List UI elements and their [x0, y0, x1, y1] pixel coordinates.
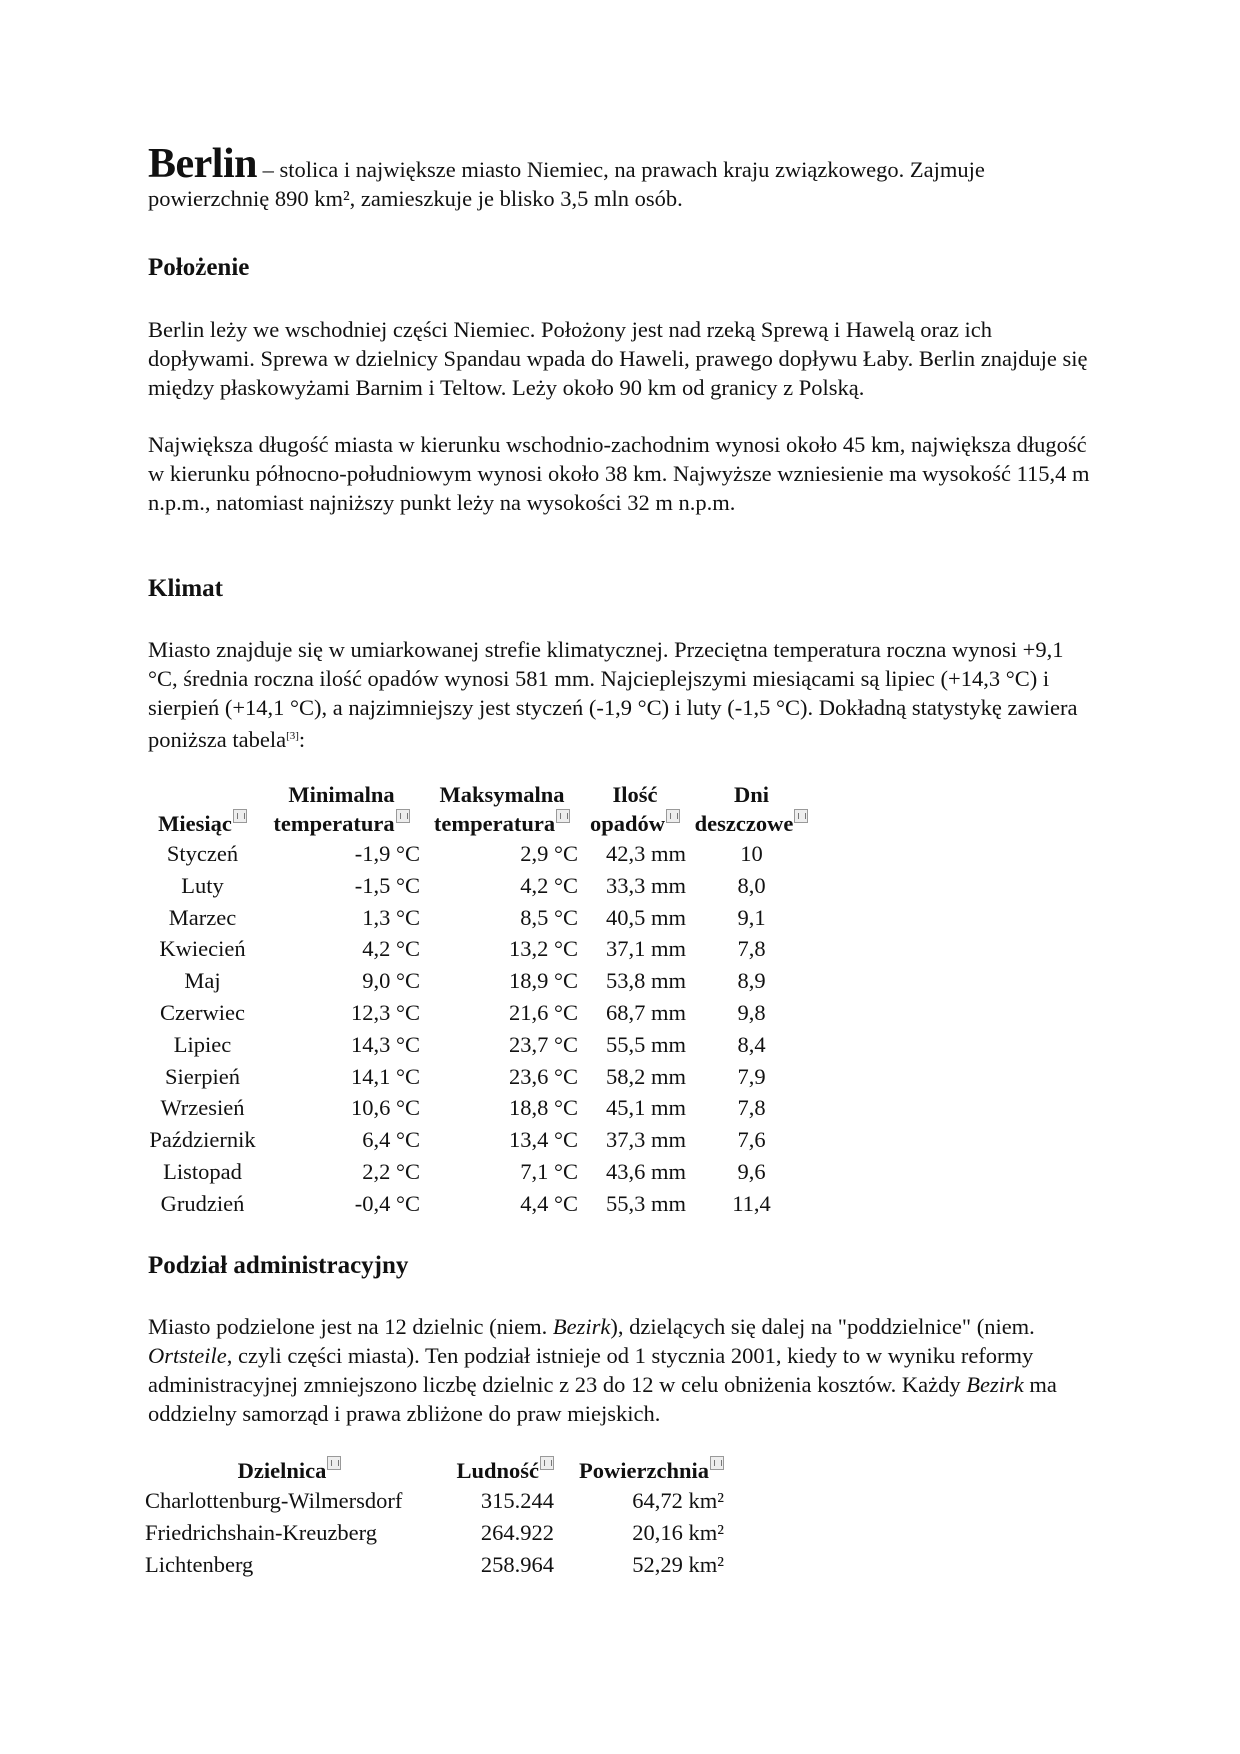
table-cell: 7,6 [737, 1127, 766, 1153]
climate-table [145, 780, 814, 1220]
article-title: Berlin [148, 141, 257, 187]
table-cell: Lipiec [173, 1031, 232, 1057]
table-row [145, 965, 814, 997]
table-cell: 2,2 °C [362, 1158, 420, 1184]
table-cell: 7,1 °C [520, 1158, 578, 1184]
heading-polozenie: Położenie [148, 254, 250, 281]
table-cell: 52,29 km² [632, 1551, 724, 1577]
table-cell: -1,5 °C [354, 872, 420, 898]
table-row [142, 1549, 727, 1581]
table-cell: Listopad [163, 1158, 242, 1184]
column-header[interactable] [581, 780, 689, 838]
table-cell: 18,8 °C [508, 1095, 578, 1121]
column-header-label: Dzielnica [237, 1458, 327, 1483]
table-cell: Charlottenburg-Wilmersdorf [145, 1488, 403, 1513]
table-row [145, 870, 814, 902]
table-row [142, 1517, 727, 1549]
table-cell: 58,2 mm [605, 1063, 686, 1089]
sort-icon[interactable] [540, 1456, 554, 1470]
table-row [145, 1156, 814, 1188]
table-row [145, 1061, 814, 1093]
district-table-header [142, 1456, 727, 1485]
table-row [145, 933, 814, 965]
table-cell: Wrzesień [160, 1095, 245, 1121]
table-cell: 8,5 °C [520, 904, 578, 930]
table-cell: 45,1 mm [605, 1095, 686, 1121]
column-header-label: Powierzchnia [579, 1458, 709, 1483]
table-cell: 258.964 [480, 1551, 554, 1577]
column-header-label: temperatura [273, 811, 395, 836]
text: , czyli części miasta). Ten podział istnieje od 1 stycznia 2001, kiedy to w wyniku reformy administracyjnej zmniejszono liczbę dzielnic z 23 do 12 w celu obniżenia kosztów. Każdy [148, 1343, 1034, 1397]
polozenie-paragraph-2: Największa długość miasta w kierunku wschodnio-zachodnim wynosi około 45 km, największa długość w kierunku północno-południowym wynosi około 38 km. Najwyższe wzniesienie ma wysokość 115,4 m n.p.m., natomiast najniższy punkt leży na wysokości 32 m n.p.m. [148, 432, 1090, 515]
column-header-label: Minimalna [288, 782, 395, 807]
column-header-label: Dni [733, 782, 769, 807]
term-bezirk: Bezirk [552, 1314, 611, 1339]
column-header[interactable] [145, 780, 260, 838]
table-row [145, 997, 814, 1029]
sort-icon[interactable] [556, 809, 570, 823]
table-cell: Maj [184, 968, 221, 994]
table-row [145, 1188, 814, 1220]
table-cell: 11,4 [732, 1190, 771, 1216]
district-table [142, 1456, 727, 1580]
table-cell: 37,3 mm [605, 1127, 686, 1153]
column-header[interactable] [142, 1456, 437, 1485]
text: ), dzielących się dalej na "poddzielnice" (niem. [610, 1314, 1035, 1339]
column-header-label: temperatura [433, 811, 556, 836]
table-cell: Sierpień [165, 1063, 240, 1089]
table-row [145, 838, 814, 870]
table-cell: 10 [740, 841, 763, 866]
intro-paragraph [148, 141, 1098, 213]
table-cell: Lichtenberg [145, 1551, 254, 1577]
table-cell: 18,9 °C [508, 968, 578, 994]
table-cell: 8,4 [737, 1031, 766, 1057]
polozenie-paragraph-1: Berlin leży we wschodniej części Niemiec. Położony jest nad rzeką Sprewą i Hawelą oraz ich dopływami. Sprewa w dzielnicy Spandau wpada do Haweli, prawego dopływu Łaby. Berlin znajduje się między płaskowyżami Barnim i Teltow. Leży około 90 km od granicy z Polską. [148, 317, 1088, 400]
table-cell: 40,5 mm [605, 904, 686, 930]
table-row [145, 1124, 814, 1156]
text: ma oddzielny samorząd i prawa zbliżone do praw miejskich. [148, 1372, 1057, 1426]
sort-icon[interactable] [710, 1456, 724, 1470]
table-cell: 2,9 °C [520, 841, 578, 866]
table-cell: 264.922 [480, 1519, 554, 1545]
table-cell: 4,4 °C [520, 1190, 578, 1216]
table-cell: 9,6 [737, 1158, 766, 1184]
table-cell: 13,4 °C [508, 1127, 578, 1153]
table-cell: 12,3 °C [350, 999, 420, 1025]
column-header-label: opadów [589, 811, 666, 836]
table-cell: Styczeń [166, 841, 239, 866]
column-header[interactable] [260, 780, 423, 838]
heading-klimat: Klimat [148, 575, 223, 602]
table-cell: 7,8 [737, 936, 766, 962]
table-cell: 315.244 [480, 1488, 554, 1513]
table-cell: 4,2 °C [520, 872, 578, 898]
table-cell: 33,3 mm [605, 872, 686, 898]
table-cell: 1,3 °C [362, 904, 420, 930]
klimat-paragraph [148, 635, 1098, 754]
column-header-label: Miesiąc [158, 811, 232, 836]
table-cell: 7,9 [737, 1063, 766, 1089]
sort-icon[interactable] [396, 809, 410, 823]
term-bezirk: Bezirk [966, 1372, 1024, 1397]
table-cell: 6,4 °C [362, 1127, 420, 1153]
table-cell: 13,2 °C [508, 936, 578, 962]
column-header-label: deszczowe [694, 811, 794, 836]
table-cell: 7,8 [737, 1095, 766, 1121]
table-cell: 8,0 [737, 872, 766, 898]
table-cell: 9,0 °C [362, 968, 420, 994]
table-cell: -0,4 °C [354, 1190, 420, 1216]
klimat-text-end: : [298, 727, 306, 752]
heading-podzial: Podział administracyjny [148, 1252, 409, 1279]
table-cell: 8,9 [737, 968, 766, 994]
column-header[interactable] [437, 1456, 557, 1485]
table-row [145, 902, 814, 934]
column-header-label: Maksymalna [439, 782, 565, 807]
table-cell: 20,16 km² [632, 1519, 724, 1545]
table-cell: 14,3 °C [350, 1031, 420, 1057]
table-cell: -1,9 °C [354, 841, 420, 866]
table-cell: Kwiecień [159, 936, 246, 962]
table-cell: Grudzień [160, 1190, 245, 1216]
footnote-link[interactable]: [3] [286, 730, 299, 742]
sort-icon[interactable] [327, 1456, 341, 1470]
table-row [145, 1092, 814, 1124]
table-cell: 4,2 °C [362, 936, 420, 962]
table-cell: 68,7 mm [605, 999, 686, 1025]
table-cell: Marzec [168, 904, 237, 930]
climate-table-header [145, 780, 814, 838]
table-cell: 64,72 km² [632, 1488, 724, 1513]
table-cell: 9,1 [737, 904, 766, 930]
table-cell: 10,6 °C [350, 1095, 420, 1121]
column-header[interactable] [423, 780, 581, 838]
table-cell: Friedrichshain-Kreuzberg [145, 1519, 377, 1545]
sort-icon[interactable] [794, 809, 808, 823]
table-cell: 23,6 °C [508, 1063, 578, 1089]
table-cell: Czerwiec [160, 999, 245, 1025]
table-row [145, 1029, 814, 1061]
table-row [142, 1485, 727, 1517]
table-cell: 9,8 [737, 999, 766, 1025]
sort-icon[interactable] [233, 809, 247, 823]
table-cell: 21,6 °C [508, 999, 578, 1025]
term-ortsteile: Ortsteile [148, 1343, 227, 1368]
table-cell: 14,1 °C [350, 1063, 420, 1089]
column-header-label: Ilość [612, 782, 658, 807]
table-cell: 43,6 mm [605, 1158, 686, 1184]
column-header-label: Ludność [456, 1458, 539, 1483]
table-cell: 53,8 mm [605, 968, 686, 994]
table-cell: 42,3 mm [605, 841, 686, 866]
intro-text: – stolica i największe miasto Niemiec, na prawach kraju związkowego. Zajmuje powierzchnię 890 km², zamieszkuje je blisko 3,5 mln osób. [148, 157, 985, 211]
table-cell: 23,7 °C [508, 1031, 578, 1057]
column-header[interactable] [557, 1456, 727, 1485]
klimat-text: Miasto znajduje się w umiarkowanej strefie klimatycznej. Przeciętna temperatura roczna wynosi +9,1 °C, średnia roczna ilość opadów wynosi 581 mm. Najcieplejszymi miesiącami są lipiec (+14,3 °C) i sierpień (+14,1 °C), a najzimniejszy jest styczeń (-1,9 °C) i luty (-1,5 °C). Dokładną statystykę zawiera poniższa tabela [148, 637, 1078, 752]
column-header[interactable] [689, 780, 814, 838]
text: Miasto podzielone jest na 12 dzielnic (niem. [148, 1314, 553, 1339]
sort-icon[interactable] [666, 809, 680, 823]
table-cell: 55,5 mm [605, 1031, 686, 1057]
table-cell: 37,1 mm [605, 936, 686, 962]
table-cell: Luty [181, 872, 224, 898]
table-cell: 55,3 mm [605, 1190, 686, 1216]
podzial-paragraph [148, 1312, 1098, 1428]
table-cell: Październik [149, 1127, 256, 1153]
